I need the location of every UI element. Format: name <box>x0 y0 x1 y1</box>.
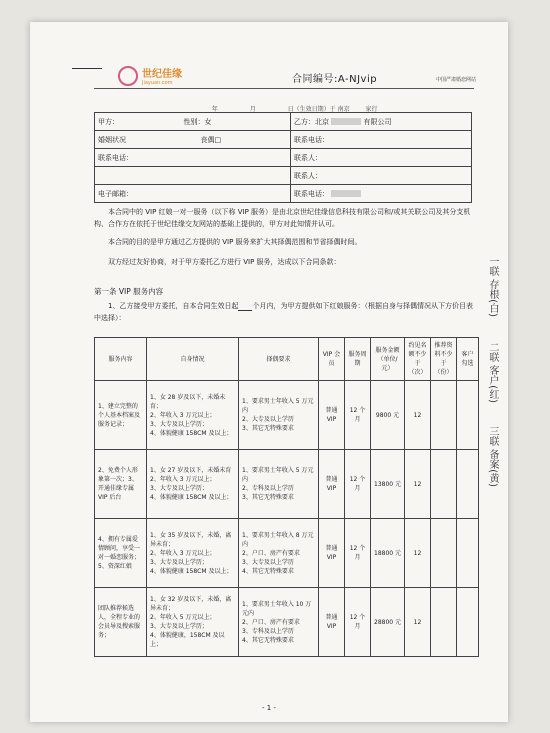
row-check[interactable] <box>457 450 479 519</box>
paragraph-purpose: 本合同的目的是甲方通过乙方提供的 VIP 服务来扩大其择偶范围和节省择偶时间。 <box>108 238 362 246</box>
row-vip: 普通VIP <box>319 588 345 657</box>
table-row <box>95 588 479 657</box>
service-term-text-a: 1、乙方接受甲方委托，自本合同生效日起 <box>108 302 239 310</box>
row-content: 4、拥有专属爱情顾问，享受一对一婚恋服务；5、资深红娘 <box>95 519 147 588</box>
self-line: 4、体貌健康 158CM 及以上； <box>150 567 233 575</box>
top-dash <box>72 68 102 69</box>
party-info-table <box>94 112 472 203</box>
contact-phone-b-label: 联系电话： <box>294 135 330 144</box>
contact-person-a-label: 联系人： <box>294 153 323 162</box>
header-rule <box>94 88 474 89</box>
req-line: 1、要求男士年收入 5 万元内 <box>242 467 314 483</box>
party-a-cell <box>95 113 291 131</box>
sign-shop: 家行 <box>365 106 378 113</box>
row-meetings: 12 <box>405 519 431 588</box>
self-line: 4、体貌健康 158CM 及以上； <box>150 429 233 437</box>
req-line: 4、其它无特殊要求 <box>242 636 294 644</box>
header-check: 客户勾选 <box>457 338 479 381</box>
sign-month: 月 <box>249 106 256 113</box>
header-self: 自身情况 <box>147 338 239 381</box>
header-vip: VIP 会员 <box>319 338 345 381</box>
row-check[interactable] <box>457 381 479 450</box>
req-line: 3、其它无特殊要求 <box>242 425 294 432</box>
row-vip: 普通VIP <box>319 381 345 450</box>
row-profiles <box>431 450 457 519</box>
req-line: 1、要求男士年收入 8 万元内 <box>242 531 314 548</box>
header-profiles: 推荐资料不少于（份） <box>431 338 457 381</box>
self-line: 4、体貌健康 158CM 及以上； <box>150 494 233 501</box>
row-check[interactable] <box>457 519 479 588</box>
logo-icon <box>118 66 138 86</box>
row-profiles <box>431 381 457 450</box>
row-meetings: 12 <box>405 588 431 657</box>
paragraph-intro: 本合同中的 VIP 红娘一对一服务（以下称 VIP 服务）是由北京世纪佳缘信息科技有限公司和/或其关联公司及其分支机构、合作方在依托于世纪佳缘交友网站的基础上提供的，甲方对此知情并认可。 <box>94 208 471 228</box>
row-amount: 13800 元 <box>371 450 405 519</box>
row-vip: 普通VIP <box>319 519 345 588</box>
logo-subtext: Jiayuan.com <box>142 80 173 86</box>
marital-label: 婚姻状况 <box>98 135 126 144</box>
side-note-first: 一联 存根(白) <box>487 256 498 317</box>
self-line: 2、年收入 3 万元以上； <box>150 549 216 557</box>
logo <box>118 65 182 86</box>
site-label: 中国严肃婚恋网站 <box>436 77 477 83</box>
row-requirement <box>239 519 319 588</box>
contact-phone-b2-label: 联系电话： <box>294 189 330 198</box>
req-line: 2、户口、房产有要求 <box>242 618 300 626</box>
req-line: 1、要求男士年收入 5 万元内 <box>242 398 314 414</box>
row-self <box>147 519 239 588</box>
redacted-block <box>331 190 361 197</box>
email-label: 电子邮箱： <box>98 189 133 198</box>
service-price-table <box>94 337 479 657</box>
row-amount: 28800 元 <box>371 588 405 657</box>
row-check[interactable] <box>457 588 479 657</box>
months-blank <box>238 302 252 311</box>
req-line: 3、大专及以上学历 <box>242 558 294 566</box>
logo-text: 世纪佳缘 <box>142 69 182 80</box>
row-content: 1、建立完整的个人基本档案及服务记录； <box>95 381 147 450</box>
empty-cell <box>95 167 291 185</box>
req-line: 2、户口、房产有要求 <box>242 549 300 557</box>
self-line: 3、大专及以上学历； <box>150 623 208 630</box>
req-line: 2、专科及以上学历 <box>242 485 294 492</box>
row-self <box>147 450 239 519</box>
row-meetings: 12 <box>405 450 431 519</box>
email-cell <box>95 185 291 203</box>
party-b-cell <box>291 113 472 131</box>
header-meetings: 约见名额不少于（次） <box>405 338 431 381</box>
contact-person-a-cell <box>291 149 472 167</box>
self-line: 3、大专及以上学历； <box>150 420 208 428</box>
self-line: 1、女 35 岁及以下，未婚，离异未育； <box>150 531 232 548</box>
paragraph-agreement: 双方经过友好协商，对于甲方委托乙方进行 VIP 服务，达成以下合同条款： <box>108 258 341 266</box>
row-meetings: 12 <box>405 381 431 450</box>
self-line: 1、女 32 岁及以下，未婚，离异未育； <box>150 596 232 612</box>
self-line: 2、年收入 3 万元以上； <box>150 476 216 483</box>
sign-day: 日（生效日期）于 <box>287 106 336 113</box>
page-number: - 1 - <box>262 704 276 712</box>
contact-person-b-label: 联系人： <box>294 171 323 180</box>
row-profiles <box>431 519 457 588</box>
row-profiles <box>431 588 457 657</box>
row-self <box>147 381 239 450</box>
row-amount: 18800 元 <box>371 519 405 588</box>
redacted-block <box>331 118 361 125</box>
req-line: 3、专科及以上学历 <box>242 627 294 635</box>
header-amount: 服务金额（单位/元） <box>371 338 405 381</box>
side-note-second: 二联 客户(红) <box>487 342 498 403</box>
req-line: 2、大专及以上学历 <box>242 416 294 423</box>
self-line: 3、大专及以上学历； <box>150 485 208 492</box>
row-requirement <box>239 588 319 657</box>
sign-city: 南京 <box>337 106 350 113</box>
contact-person-b-cell <box>291 167 472 185</box>
contract-page <box>30 22 508 722</box>
contact-phone-b2-cell <box>291 185 472 203</box>
party-a-label: 甲方： <box>98 117 119 126</box>
contact-phone-b-cell <box>291 131 472 149</box>
article-1-heading: 第一条 VIP 服务内容 <box>94 287 164 296</box>
contact-phone-a-cell <box>95 149 291 167</box>
row-self <box>147 588 239 657</box>
contact-phone-a-label: 联系电话： <box>98 153 133 162</box>
side-note-third: 三联 备案(黄) <box>487 426 498 487</box>
table-row <box>95 450 479 519</box>
req-line: 4、其它无特殊要求 <box>242 567 294 575</box>
row-period: 12 个月 <box>345 588 371 657</box>
table-row <box>95 519 479 588</box>
marital-cell <box>95 131 291 149</box>
spouse-checkbox: 丧偶□ <box>200 135 222 144</box>
header-requirement: 择偶要求 <box>239 338 319 381</box>
gender-label: 性别：女 <box>183 117 212 126</box>
header-period: 服务周期 <box>345 338 371 381</box>
paragraph-service-term <box>94 300 478 324</box>
row-requirement <box>239 381 319 450</box>
self-line: 1、女 27 岁及以下，未婚未育 <box>150 467 232 474</box>
row-amount: 9800 元 <box>371 381 405 450</box>
table-row <box>95 381 479 450</box>
self-line: 2、年收入 5 万元以上； <box>150 614 216 621</box>
header-content: 服务内容 <box>95 338 147 381</box>
service-term-text-b: 个月内，为甲方提供如下红娘服务：（根据自身与择偶情况从下方价目表中选择）： <box>94 302 473 322</box>
service-table-header <box>95 338 479 381</box>
req-line: 3、其它无特殊要求 <box>242 494 294 501</box>
req-line: 1、要求男士年收入 10 万元内 <box>242 600 312 617</box>
row-period: 12 个月 <box>345 450 371 519</box>
row-content: 2、免费个人形象第一次；3、开通佳缘专属 VIP 后台 <box>95 450 147 519</box>
row-content: 团队推荐候选人，全程专业的会员导及搜索服务； <box>95 588 147 657</box>
contract-number: 合同编号:A-NJvip <box>292 74 378 85</box>
self-line: 2、年收入 3 万元以上； <box>150 411 216 419</box>
row-vip: 普通VIP <box>319 450 345 519</box>
row-requirement <box>239 450 319 519</box>
self-line: 1、女 28 岁及以下，未婚未育； <box>150 393 226 410</box>
row-period: 12 个月 <box>345 519 371 588</box>
self-line: 4、体貌健康，158CM 及以上； <box>150 632 225 648</box>
self-line: 3、大专及以上学历； <box>150 558 208 566</box>
sign-year: 年 <box>211 106 218 113</box>
party-b-suffix: 有限公司 <box>363 117 392 126</box>
row-period: 12 个月 <box>345 381 371 450</box>
party-b-label: 乙方：北京 <box>294 117 330 126</box>
